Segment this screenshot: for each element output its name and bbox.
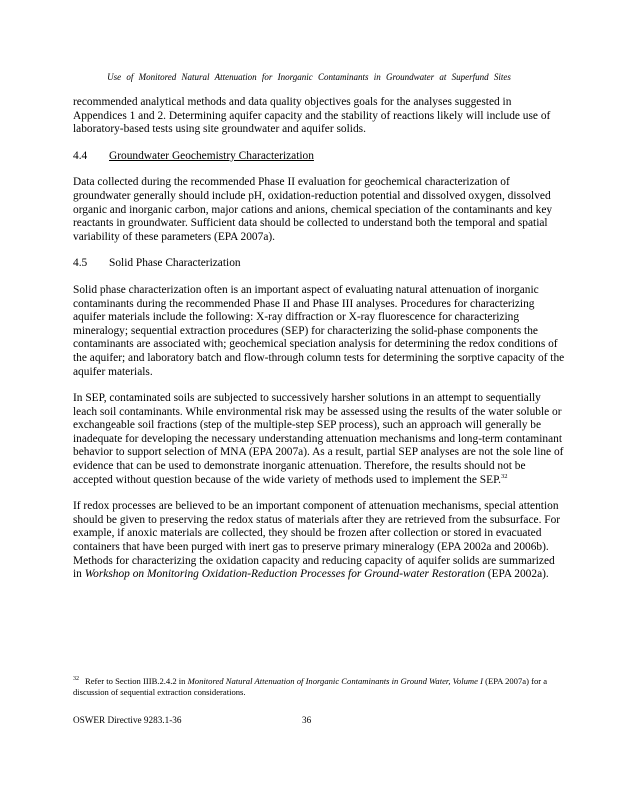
paragraph-sep-text: In SEP, contaminated soils are subjected to successively harsher solutions in an attempt to sequentially leach soil contaminants. While environmental risk may be assessed using the results of the water soluble or exchangeable soil fractions (step of the multiple-step SEP process), such an approach will generally be inadequate for developing the necessary understanding attenuation mechanisms and long-term contaminant behavior to support selection of MNA (EPA 2007a). As a result, partial SEP analyses are not the sole line of evidence that can be used to demonstrate inorganic attenuation. Therefore, the results should not be accepted without question because of the wide variety of methods used to implement the SEP.: [73, 392, 564, 486]
paragraph-redox: [73, 500, 565, 582]
running-header: Use of Monitored Natural Attenuation for Inorganic Contaminants in Groundwater at Superfund Sites: [107, 72, 511, 82]
paragraph-sep: [73, 392, 565, 487]
paragraph-groundwater-geochemistry: Data collected during the recommended Phase II evaluation for geochemical characterization of groundwater generally should include pH, oxidation-reduction potential and dissolved oxygen, dissolved organic and inorganic carbon, major cations and anions, chemical speciation of the contaminants and key reactants in groundwater. Sufficient data should be collected to understand both the temporal and spatial variability of these parameters (EPA 2007a).: [73, 176, 553, 243]
paragraph-redox-citation: (EPA 2002a).: [484, 568, 549, 581]
workshop-title: Workshop on Monitoring Oxidation-Reduction Processes for Ground-water Restoration: [84, 568, 485, 581]
body-text: [73, 96, 565, 595]
paragraph-solid-phase: Solid phase characterization often is an important aspect of evaluating natural attenuation of inorganic contaminants during the recommended Phase II and Phase III analyses. Procedures for characterizing aquifer materials include the following: X-ray diffraction or X-ray fluorescence for characterizing mineralogy; sequential extraction procedures (SEP) for characterizing the solid-phase components the contaminants are associated with; geochemical speciation analysis for determining the redox conditions of the aquifer; and laboratory batch and flow-through column tests for determining the sorptive capacity of the aquifer materials.: [73, 283, 565, 378]
section-title: Solid Phase Characterization: [109, 257, 241, 270]
section-number: 4.4: [73, 149, 88, 162]
footnote: [73, 676, 553, 698]
footnote-tail: (EPA 2007a) for a discussion of sequential extraction considerations.: [73, 676, 548, 697]
footnote-reference[interactable]: 32: [501, 472, 508, 480]
directive-number: OSWER Directive 9283.1-36: [73, 715, 182, 725]
paragraph-redox-text: If redox processes are believed to be an important component of attenuation mechanisms, special attention should be given to preserving the redox status of materials after they are retrieved from the subsurface. For example, if anoxic materials are collected, they should be frozen after collection or stored in evacuated containers that have been purged with inert gas to preserve primary mineralogy (EPA 2002a and 2006b). Methods for characterizing the oxidation capacity and reducing capacity of aquifer solids are summarized in: [73, 500, 561, 581]
footnote-number: 32: [73, 676, 79, 683]
section-number: 4.5: [73, 257, 88, 270]
section-heading-4-5: [73, 257, 565, 271]
footnote-divider: [73, 664, 223, 665]
footnote-text: Refer to Section IIIB.2.4.2 in: [85, 676, 188, 686]
section-title: Groundwater Geochemistry Characterization: [109, 149, 314, 162]
footnote-reference-title: Monitored Natural Attenuation of Inorganic Contaminants in Ground Water, Volume I: [187, 676, 483, 686]
page-number: 36: [302, 715, 312, 725]
section-heading-4-4: [73, 150, 565, 164]
paragraph-analytical-methods: recommended analytical methods and data quality objectives goals for the analyses suggested in Appendices 1 and 2. Determining aquifer capacity and the stability of reactions likely will include use of laboratory-based tests using site groundwater and aquifer solids.: [73, 96, 551, 136]
